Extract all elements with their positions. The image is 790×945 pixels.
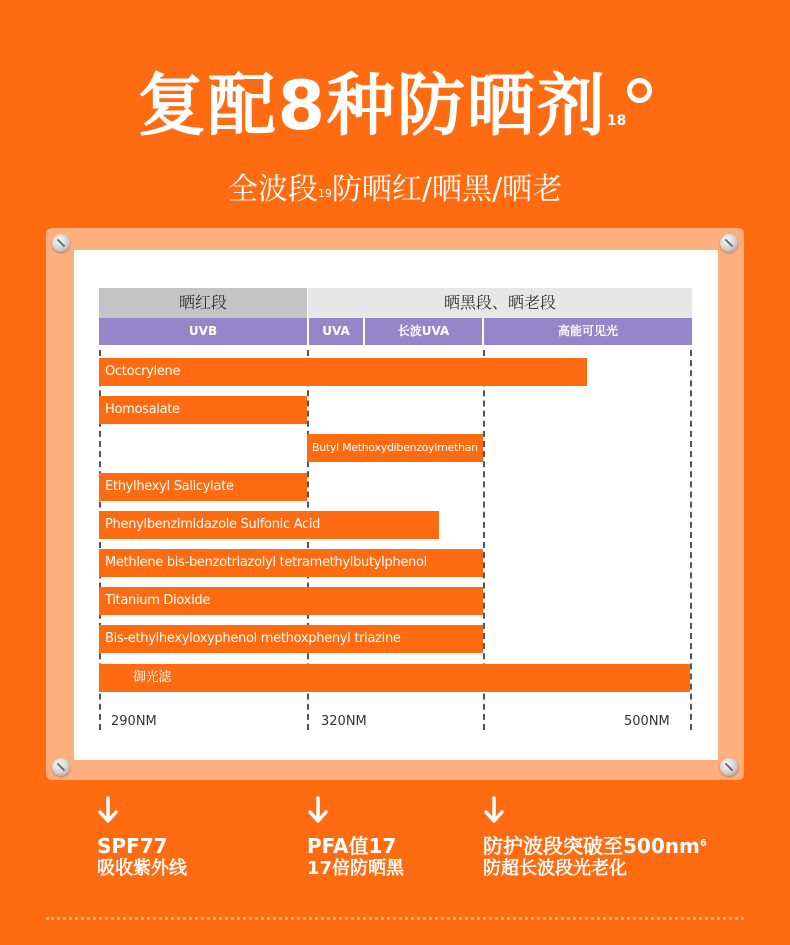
degree-ring-icon xyxy=(627,78,652,103)
caption-line1: 防护波段突破至500nm xyxy=(483,834,700,858)
bar-7: Titanium Dioxide xyxy=(99,587,483,615)
tick-label: 500NM xyxy=(624,714,670,729)
subband-uva: UVA xyxy=(309,318,363,345)
subtitle-part2: 防晒红/晒黑/晒老 xyxy=(331,172,563,207)
caption-line1: PFA值17 xyxy=(307,834,397,858)
screw-icon xyxy=(720,758,738,776)
caption-line2: 17倍防晒黑 xyxy=(307,858,405,879)
down-arrow-icon xyxy=(307,796,329,826)
band-header-uvb: 晒红段 xyxy=(99,288,307,318)
bar-5: Phenylbenzimidazole Sulfonic Acid xyxy=(99,511,439,539)
page-title xyxy=(0,62,790,152)
caption-500nm xyxy=(483,834,707,880)
band-header-uva: 晒黑段、晒老段 xyxy=(308,288,692,318)
bar-4: Ethylhexyl Salicylate xyxy=(99,473,307,501)
guide-line xyxy=(690,350,692,730)
title-text: 复配8种防晒剂 xyxy=(137,67,607,146)
bar-2: Homosalate xyxy=(99,396,307,424)
down-arrow-icon xyxy=(97,796,119,826)
subtitle-footnote: 19 xyxy=(317,187,332,200)
tick-label: 290NM xyxy=(111,714,157,729)
screw-icon xyxy=(52,234,70,252)
bar-1: Octocrylene xyxy=(99,358,587,386)
bar-6: Methlene bis-benzotriazolyl tetramethylbutylphenol xyxy=(99,549,483,577)
screw-icon xyxy=(52,758,70,776)
caption-line2: 吸收紫外线 xyxy=(97,858,187,879)
caption-line1: SPF77 xyxy=(97,834,168,858)
bar-9: 御光滤 xyxy=(99,664,690,692)
subband-uvb: UVB xyxy=(99,318,307,345)
screw-icon xyxy=(720,234,738,252)
page-subtitle xyxy=(0,168,790,212)
subband-long-uva: 长波UVA xyxy=(365,318,482,345)
caption-pfa xyxy=(307,834,404,880)
caption-line2: 防超长波段光老化 xyxy=(483,858,627,879)
bar-3: Butyl Methoxydibenzoylmethan xyxy=(307,434,483,462)
tick-label: 320NM xyxy=(321,714,367,729)
subband-visible-light: 高能可见光 xyxy=(484,318,692,345)
down-arrow-icon xyxy=(483,796,505,826)
title-footnote: 18 xyxy=(606,113,627,129)
dotted-divider xyxy=(46,917,744,920)
subtitle-part1: 全波段 xyxy=(227,172,318,207)
caption-footnote: 6 xyxy=(699,838,707,849)
caption-spf xyxy=(97,834,187,880)
bar-8: Bis-ethylhexyloxyphenol methoxphenyl triazine xyxy=(99,625,483,653)
